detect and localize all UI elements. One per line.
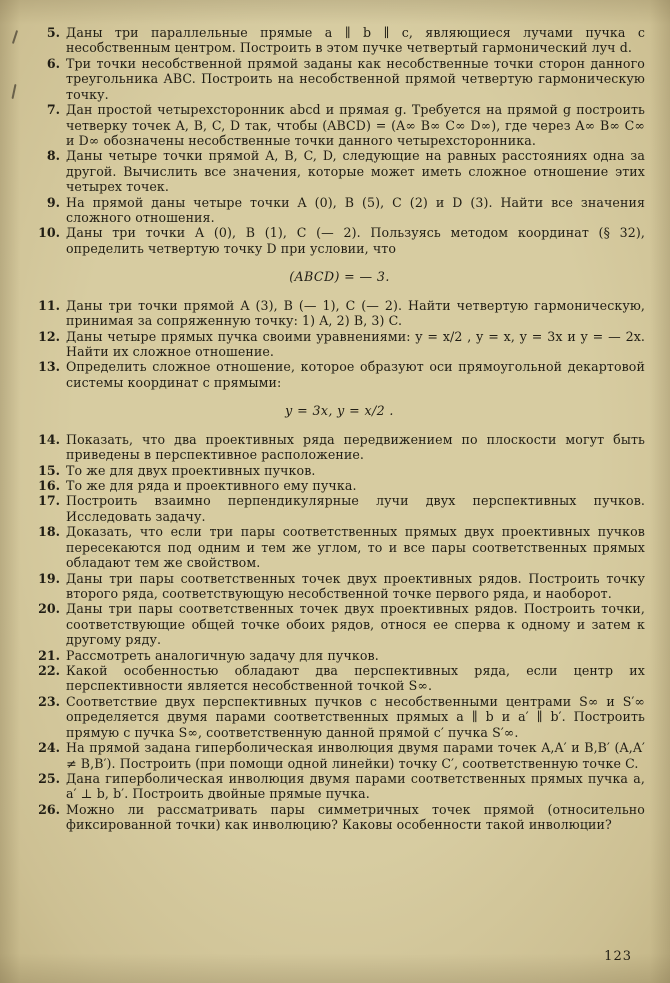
problem-text: То же для двух проективных пучков. [66,462,316,478]
pen-mark-1 [12,30,18,44]
problem-number: 14. [38,431,60,447]
problem-number: 5. [46,25,60,40]
problem-number: 15. [38,462,60,478]
problem-number: 7. [46,102,60,118]
problem-item [34,524,645,570]
problem-number: 13. [38,359,60,375]
formula-line: (ABCD) = — 3. [289,269,390,285]
problem-text: Даны три пары соответственных точек двух проективных рядов. Построить точки, соответствующие общей точке обоих рядов, относя ее сперва к одному и затем к другому ряду. [66,601,645,648]
problem-text: Дана гиперболическая инволюция двумя парами соответственных прямых пучка a, a′ ⊥ b, b′. Построить двойные прямые пучка. [66,770,645,802]
problem-number: 25. [38,770,60,786]
problem-number: 10. [38,225,60,241]
problem-item [34,56,645,102]
page-number: 123 [604,949,632,965]
problem-item [34,478,645,493]
problem-item [34,148,645,194]
problem-item [34,102,645,148]
problem-text: Определить сложное отношение, которое образуют оси прямоугольной декартовой системы координат с прямыми: [66,359,645,390]
problem-text: Даны три параллельные прямые a ∥ b ∥ c, являющиеся лучами пучка с несобственным центром. Построить в этом пучке четвертый гармонический луч d. [66,25,645,56]
problem-number: 24. [38,740,60,756]
problem-item [34,195,645,226]
problem-text: Какой особенностью обладают два перспективных ряда, если центр их перспективности является несобственной точкой S∞. [66,663,645,694]
problem-number: 18. [38,524,60,540]
problem-item [34,493,645,524]
problem-number: 12. [38,328,60,344]
problem-text: Даны три пары соответственных точек двух проективных рядов. Построить точку второго ряда, соответствующую несобственной точке первого ряда, и наоборот. [66,570,645,601]
problem-text: Даны четыре точки прямой A, B, C, D, следующие на равных расстояниях одна за другой. Вычислить все значения, которые может иметь сложное отношение этих четырех точек. [66,148,645,195]
problem-item [34,25,645,56]
problem-number: 11. [38,297,60,313]
problem-item [34,571,645,602]
problem-item [34,329,645,360]
problem-number: 17. [38,493,60,509]
problem-text: Три точки несобственной прямой заданы как несобственные точки сторон данного треугольника ABC. Построить на несобственной прямой четвертую гармоническую точку. [66,55,645,102]
problem-text: Соответствие двух перспективных пучков с несобственными центрами S∞ и S′∞ определяется двумя парами соответственных прямых a ∥ b и a′ ∥ b′. Построить прямую c пучка S∞, соответственную данной прямой c′ пучка S′∞. [66,693,645,740]
problem-item [34,802,645,833]
problem-item [34,663,645,694]
problem-item [34,601,645,647]
problem-list [34,25,645,833]
problem-text: На прямой даны четыре точки A (0), B (5), C (2) и D (3). Найти все значения сложного отношения. [66,194,645,226]
formula-line: y = 3x, y = x/2 . [285,403,394,419]
problem-number: 9. [46,194,60,210]
problem-text: Построить взаимно перпендикулярные лучи двух перспективных пучков. Исследовать задачу. [66,493,645,524]
problem-item [34,298,645,329]
problem-text: Даны три точки прямой A (3), B (— 1), C (— 2). Найти четвертую гармоническую, принимая за сопряженную точку: 1) A, 2) B, 3) C. [66,297,645,329]
problem-item [34,648,645,663]
problem-item [34,771,645,802]
problem-number: 23. [38,693,60,709]
problem-number: 21. [38,647,60,663]
problem-text: Дан простой четырехсторонник abcd и прямая g. Требуется на прямой g построить четверку точек A, B, C, D так, чтобы (ABCD) = (A∞ B∞ C∞ D∞), где через A∞ B∞ C∞ и D∞ обозначены несобственные точки данного четырехсторонника. [66,102,645,148]
problem-text: Можно ли рассматривать пары симметричных точек прямой (относительно фиксированной точки) как инволюцию? Каковы особенности такой инволюции? [66,801,645,833]
problem-number: 19. [38,570,60,586]
problem-number: 8. [46,148,60,164]
problem-item [34,359,645,390]
problem-text: Даны четыре прямых пучка своими уравнениями: y = x/2 , y = x, y = 3x и y = — 2x. Найти их сложное отношение. [66,328,645,360]
problem-number: 26. [38,801,60,817]
problem-item [34,432,645,463]
problem-item [34,694,645,740]
problem-text: Даны три точки A (0), B (1), C (— 2). Пользуясь методом координат (§ 32), определить четвертую точку D при условии, что [66,225,645,256]
problem-number: 22. [38,663,60,679]
problem-number: 16. [38,477,60,493]
problem-text: Показать, что два проективных ряда передвижением по плоскости могут быть приведены в перспективное расположение. [66,431,645,463]
problem-number: 6. [46,55,60,71]
problem-number: 20. [38,601,60,617]
problem-text: Рассмотреть аналогичную задачу для пучков. [66,647,379,663]
problem-text: То же для ряда и проективного ему пучка. [66,477,357,493]
problem-item [34,463,645,478]
problem-text: На прямой задана гиперболическая инволюция двумя парами точек A,A′ и B,B′ (A,A′ ≠ B,B′). Построить (при помощи одной линейки) точку C′, соответственную точке C. [66,740,645,771]
problem-item [34,740,645,771]
problem-item [34,225,645,256]
problem-text: Доказать, что если три пары соответственных прямых двух проективных пучков пересекаются под одним и тем же углом, то и все пары соответственных прямых обладают тем же свойством. [66,524,645,571]
pen-mark-2 [11,84,16,99]
